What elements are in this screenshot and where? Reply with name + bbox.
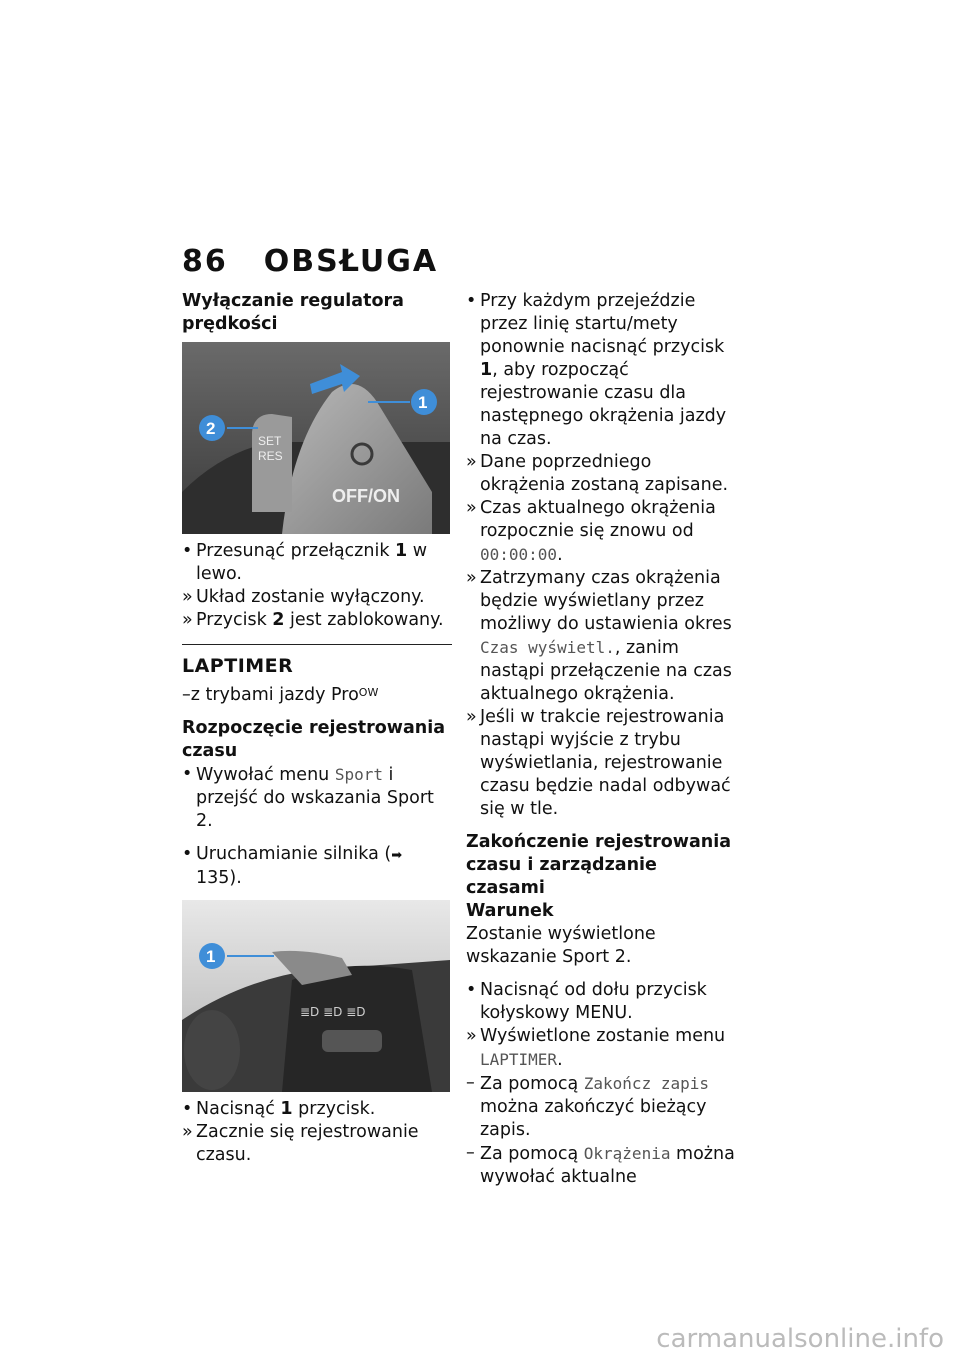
list-item: » Czas aktualnego okrążenia rozpocznie się znowu od 00:00:00. bbox=[466, 498, 716, 565]
heading-end-timing: Zakończenie rejestrowania czasu i zarządzanie czasami bbox=[466, 832, 732, 898]
section-divider bbox=[182, 644, 452, 645]
svg-text:≣D ≣D ≣D: ≣D ≣D ≣D bbox=[300, 1005, 366, 1019]
heading-disable-cruise: Wyłączanie regulatora prędkości bbox=[182, 291, 404, 334]
list-item: • Przesunąć przełącznik 1 w lewo. bbox=[182, 541, 428, 584]
list-item: » Układ zostanie wyłączony. bbox=[182, 587, 425, 607]
heading-condition: Warunek bbox=[466, 901, 554, 921]
list-item: » Dane poprzedniego okrążenia zostaną zapisane. bbox=[466, 452, 729, 495]
callout-1: 1 bbox=[418, 393, 428, 412]
list-item: • Wywołać menu Sport i przejść do wskazania Sport 2. bbox=[182, 764, 434, 831]
list-item: » Jeśli w trakcie rejestrowania nastąpi wyjście z trybu wyświetlania, rejestrowanie czasu będzie nadal odbywać się w tle. bbox=[466, 707, 731, 819]
section-title: OBSŁUGA bbox=[263, 244, 439, 279]
svg-text:OFF/ON: OFF/ON bbox=[332, 486, 400, 506]
page-number: 86 bbox=[182, 244, 228, 279]
cruise-switch-illustration bbox=[182, 342, 450, 534]
left-column bbox=[182, 290, 452, 1167]
list-item: • Nacisnąć 1 przycisk. bbox=[182, 1099, 376, 1119]
list-item: – Za pomocą Okrążenia można wywołać aktualne bbox=[466, 1143, 735, 1187]
laptimer-note: –z trybami jazdy Pro$^{OW}$ bbox=[182, 685, 379, 705]
callout-1: 1 bbox=[206, 947, 216, 966]
list-item: » Przycisk 2 jest zablokowany. bbox=[182, 610, 444, 630]
right-column bbox=[466, 290, 741, 1189]
heading-laptimer: LAPTIMER bbox=[182, 655, 294, 677]
laptimer-button-illustration bbox=[182, 900, 450, 1092]
callout-2: 2 bbox=[206, 419, 216, 438]
list-item: » Wyświetlone zostanie menu LAPTIMER. bbox=[466, 1026, 726, 1070]
list-item: • Nacisnąć od dołu przycisk kołyskowy MENU. bbox=[466, 980, 707, 1023]
svg-text:SET: SET bbox=[258, 434, 282, 448]
svg-text:RES: RES bbox=[258, 449, 283, 463]
list-item: » Zatrzymany czas okrążenia będzie wyświetlany przez możliwy do ustawienia okres Czas wyświetl., zanim nastąpi przełączenie na czas aktualnego okrążenia. bbox=[466, 568, 732, 704]
watermark: carmanualsonline.info bbox=[656, 1324, 944, 1354]
list-item: – Za pomocą Zakończ zapis można zakończyć bieżący zapis. bbox=[466, 1073, 709, 1140]
figure-cruise-switch bbox=[182, 342, 450, 534]
page-header bbox=[182, 244, 438, 279]
heading-start-timing: Rozpoczęcie rejestrowania czasu bbox=[182, 718, 446, 761]
list-item: • Przy każdym przejeździe przez linię startu/mety ponownie nacisnąć przycisk 1, aby rozpocząć rejestrowanie czasu dla następnego okrążenia jazdy na czas. bbox=[466, 291, 727, 449]
list-item: » Zacznie się rejestrowanie czasu. bbox=[182, 1122, 419, 1165]
figure-laptimer-button bbox=[182, 900, 450, 1092]
condition-text: Zostanie wyświetlone wskazanie Sport 2. bbox=[466, 924, 656, 967]
arrow-right-icon: ➡ bbox=[391, 848, 403, 863]
list-item: • Uruchamianie silnika (➡ 135). bbox=[182, 844, 403, 888]
